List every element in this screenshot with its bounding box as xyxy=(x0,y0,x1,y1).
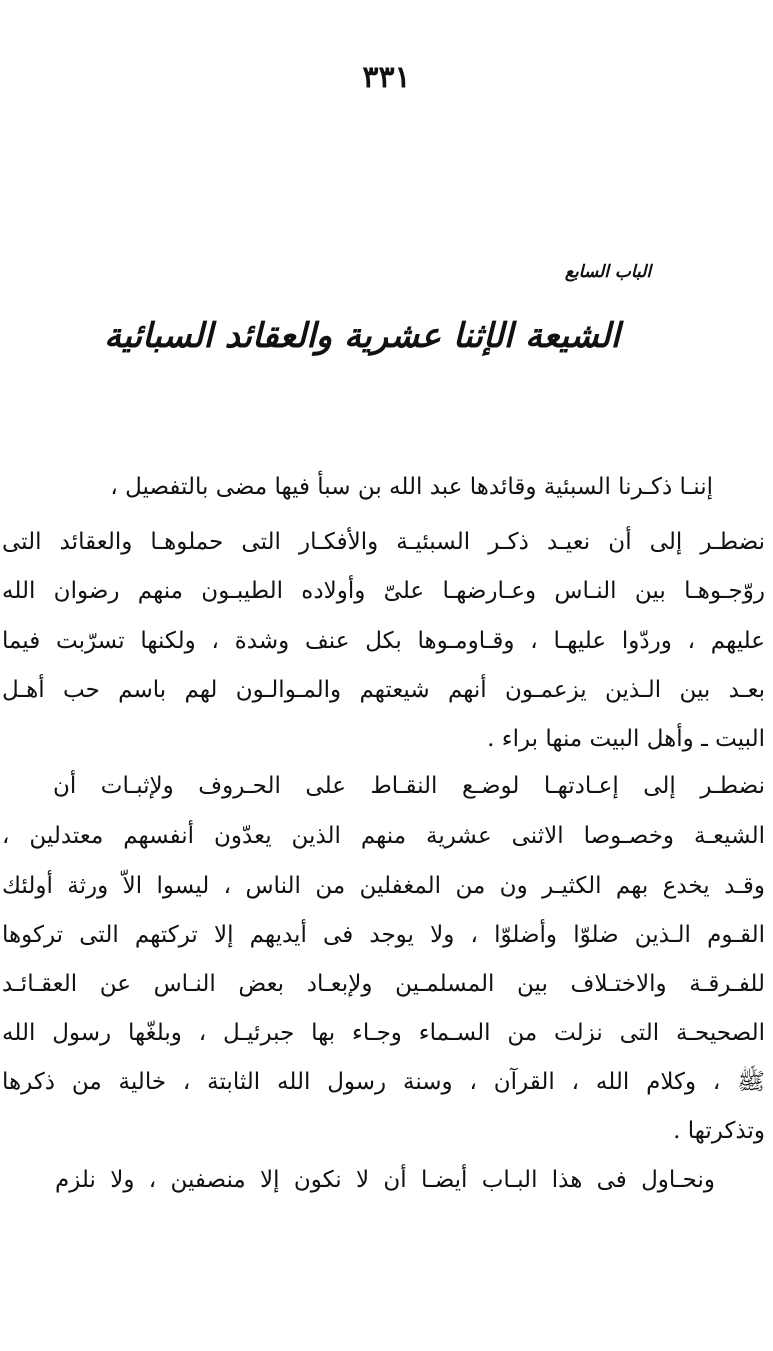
paragraph-line: روّجـوهـا بين النـاس وعـارضهـا علىّ وأولاده الطيبـون منهم رضوان الله xyxy=(2,578,765,604)
paragraph-line: للفـرقـة والاختـلاف بين المسلمـين ولإبعـاد بعض النـاس عن العقـائـد xyxy=(2,971,765,997)
page-number: ٣٣١ xyxy=(362,60,411,95)
paragraph-line: عليهم ، وردّوا عليهـا ، وقـاومـوها بكل عنف وشدة ، ولكنها تسرّبت فيما xyxy=(2,628,765,654)
chapter-title: الشيعة الإثنا عشرية والعقائد السبائية xyxy=(104,316,620,356)
paragraph-line: وتذكرتها . xyxy=(673,1118,765,1144)
paragraph-line: ونحـاول فى هذا البـاب أيضـا أن لا نكون إلا منصفين ، ولا نلزم xyxy=(55,1167,715,1193)
paragraph-line: بعـد بين الـذين يزعمـون أنهم شيعتهم والمـوالـون لهم باسم حب أهـل xyxy=(2,677,765,703)
paragraph-line: الصحيحـة التى نزلت من السـماء وجـاء بها جبرئيـل ، وبلغّها رسول الله xyxy=(2,1020,765,1046)
paragraph-line: الشيعـة وخصـوصا الاثنى عشرية منهم الذين يعدّون أنفسهم معتدلين ، xyxy=(2,823,765,849)
paragraph-line: نضطـر إلى أن نعيـد ذكـر السبئيـة والأفكـار التى حملوهـا والعقائد التى xyxy=(2,529,765,555)
paragraph-line: نضطـر إلى إعـادتهـا لوضـع النقـاط على الحـروف ولإثبـات أن xyxy=(53,773,765,799)
chapter-label: الباب السابع xyxy=(564,262,652,282)
paragraph-line: إننـا ذكـرنا السبئية وقائدها عبد الله بن سبأ فيها مضى بالتفصيل ، xyxy=(110,474,713,500)
paragraph-line: وقـد يخدع بهم الكثيـر ون من المغفلين من الناس ، ليسوا الاّ ورثة أولئك xyxy=(2,873,765,899)
paragraph-line: ﷺ ، وكلام الله ، القرآن ، وسنة رسول الله الثابتة ، خالية من ذكرها xyxy=(2,1069,765,1095)
paragraph-line: القـوم الـذين ضلوّا وأضلوّا ، ولا يوجد فى أيديهم إلا تركتهم التى تركوها xyxy=(2,922,765,948)
paragraph-line: البيت ـ وأهل البيت منها براء . xyxy=(487,726,765,752)
